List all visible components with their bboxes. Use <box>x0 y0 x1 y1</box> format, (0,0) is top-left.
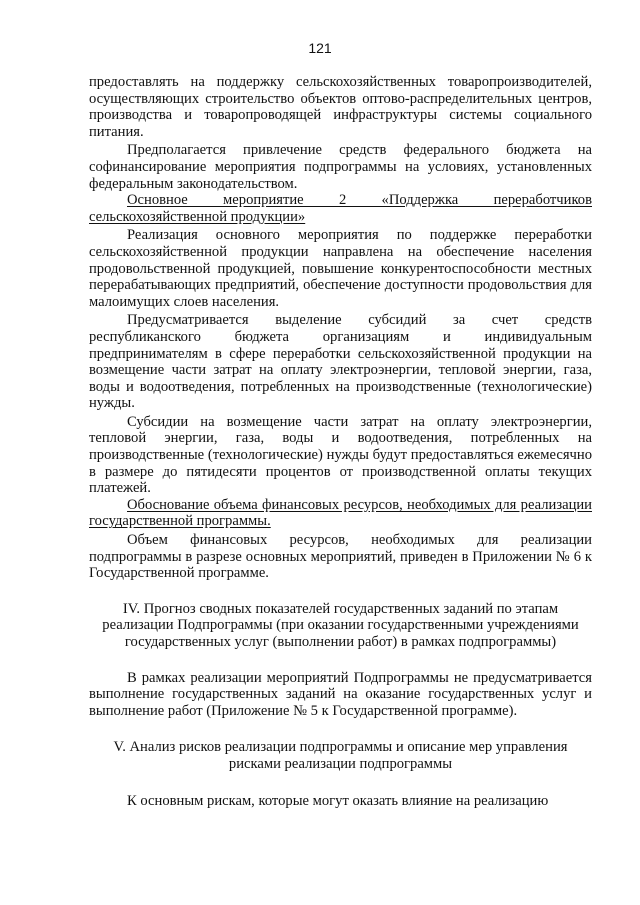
paragraph-financing-rationale-title: Обоснование объема финансовых ресурсов, необходимых для реализации государственной программы. <box>89 496 592 530</box>
page-number: 121 <box>308 40 332 56</box>
section-5-heading: V. Анализ рисков реализации подпрограммы и описание мер управления рисками реализации подпрограммы <box>113 739 568 772</box>
paragraph-financing-volume: Объем финансовых ресурсов, необходимых для реализации подпрограммы в разрезе основных мероприятий, приведен в Приложении № 6 к Государственной программе. <box>89 532 592 582</box>
paragraph-federal-cofinancing: Предполагается привлечение средств федерального бюджета на софинансирование мероприятия подпрограммы на условиях, установленных федеральным законодательством. <box>89 142 592 192</box>
paragraph-subsidy-terms: Субсидии на возмещение части затрат на оплату электроэнергии, тепловой энергии, газа, воды и водоотведения, потребленных на производственные (технологические) нужды будут предоставляться ежемесячно в размере до пятидесяти процентов от производственной оплаты текущих платежей. <box>89 413 592 497</box>
paragraph-subsidy-allocation: Предусматривается выделение субсидий за счет средств республиканского бюджета организациям и индивидуальным предпринимателям в сфере переработки сельскохозяйственной продукции на возмещение части затрат на оплату электроэнергии, тепловой энергии, газа, воды и водоотведения, потребленных на производственные (технологические) нужды. <box>89 312 592 412</box>
paragraph-main-activity-2-title: Основное мероприятие 2 «Поддержка переработчиков сельскохозяйственной продукции» <box>89 192 592 225</box>
section-4-heading: IV. Прогноз сводных показателей государственных заданий по этапам реализации Подпрограммы (при оказании государственными учреждениями государственных услуг (выполнении работ) в рамках подпрограммы) <box>102 600 579 650</box>
paragraph-no-state-assignments: В рамках реализации мероприятий Подпрограммы не предусматривается выполнение государственных заданий на оказание государственных услуг и выполнение работ (Приложение № 5 к Государственной программе). <box>89 669 592 719</box>
paragraph-social-nutrition-support: предоставлять на поддержку сельскохозяйственных товаропроизводителей, осуществляющих строительство объектов оптово-распределительных центров, производства и товаропроводящей инфраструктуры системы социального питания. <box>89 74 592 140</box>
paragraph-processing-support: Реализация основного мероприятия по поддержке переработки сельскохозяйственной продукции направлена на обеспечение населения продовольственной продукцией, повышение конкурентоспособности местных перерабатывающих предприятий, обеспечение доступности продовольствия для малоимущих слоев населения. <box>89 227 592 310</box>
paragraph-main-risks: К основным рискам, которые могут оказать влияние на реализацию <box>127 792 549 809</box>
document-body <box>89 74 592 809</box>
